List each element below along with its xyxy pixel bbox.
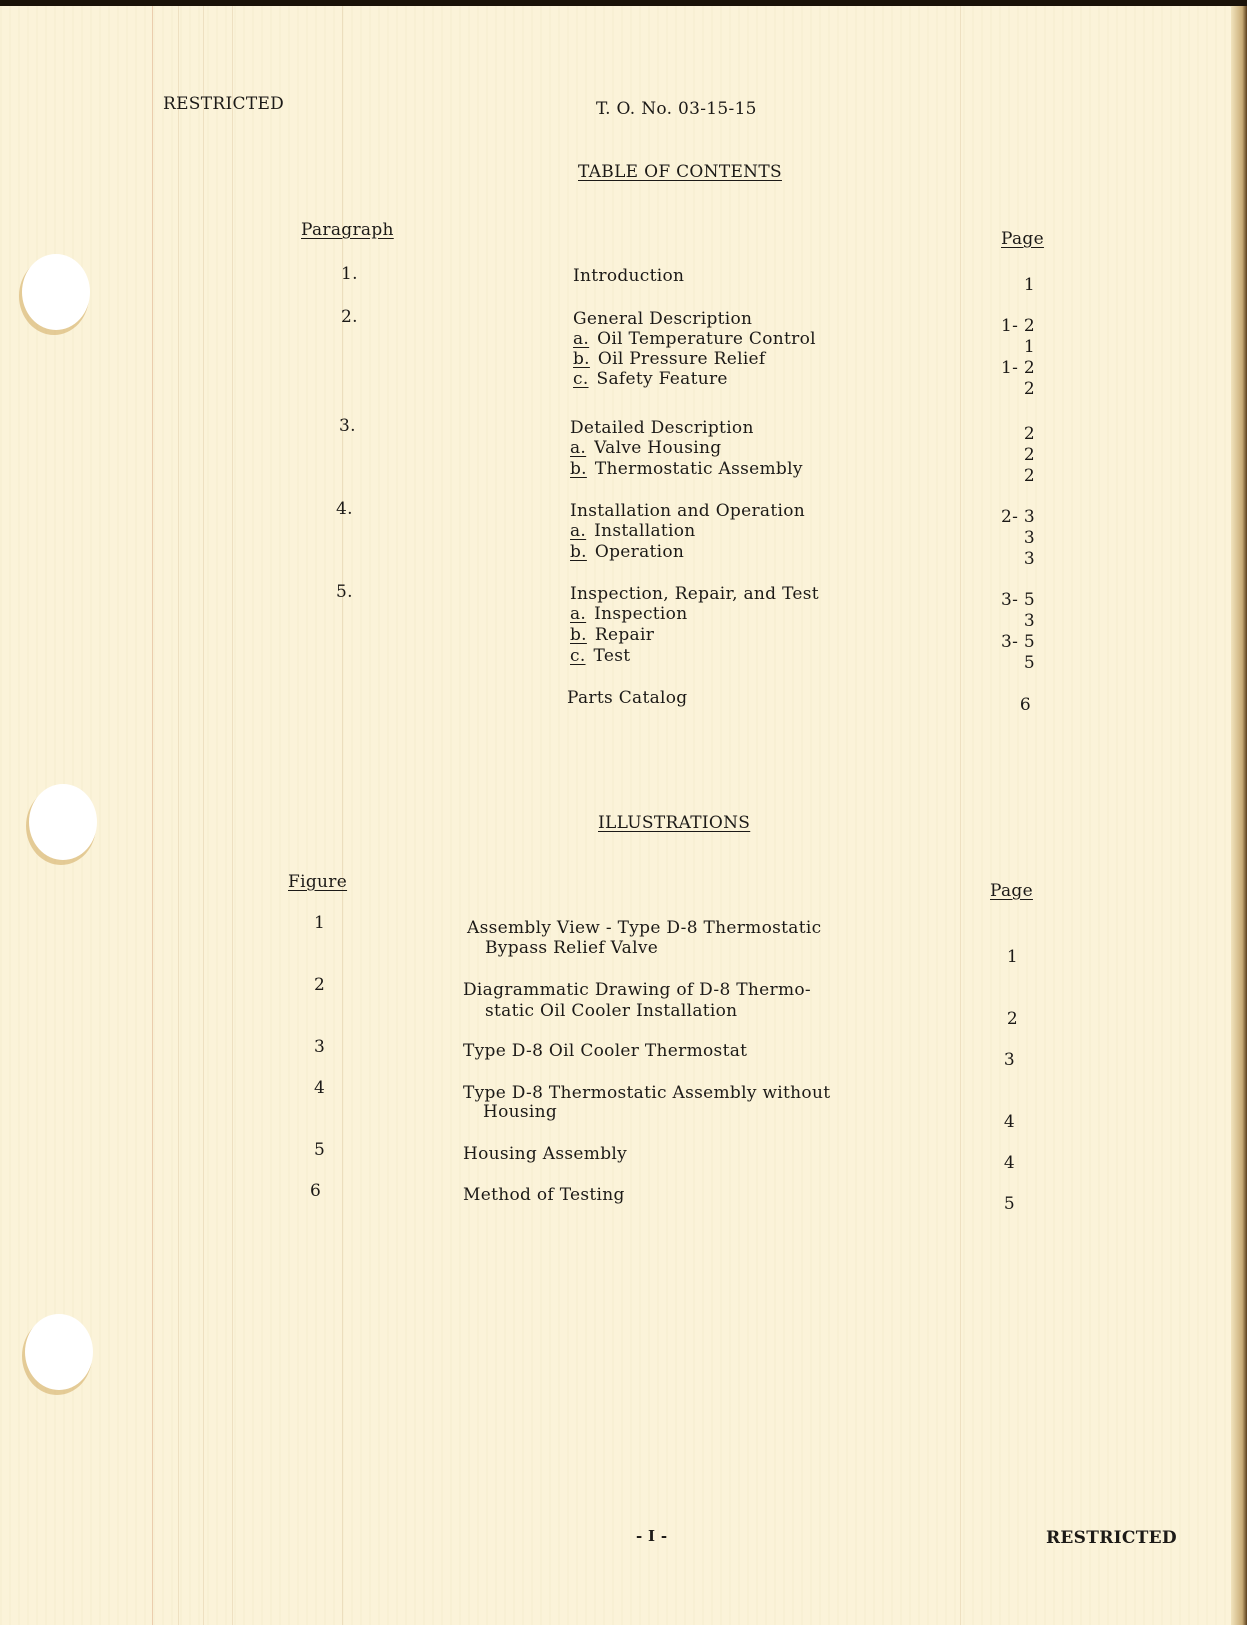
toc-num: 2. [341, 307, 358, 327]
document-page [0, 6, 1240, 1625]
figure-num: 5 [314, 1140, 326, 1160]
toc-title: TABLE OF CONTENTS [578, 162, 782, 182]
toc-entry-title: Introduction [573, 266, 685, 286]
classification-footer: RESTRICTED [1046, 1528, 1177, 1548]
toc-page: 1 [1023, 275, 1035, 295]
toc-col-page: Page [1001, 229, 1044, 249]
toc-subentry: a. Oil Temperature Control [573, 329, 816, 349]
toc-subentry: c. Test [570, 646, 631, 666]
toc-num: 4. [336, 499, 353, 519]
figure-page: 3 [1003, 1050, 1015, 1070]
toc-page: 2 [1023, 424, 1035, 444]
figure-title: Type D-8 Thermostatic Assembly without [463, 1083, 831, 1103]
classification-header: RESTRICTED [163, 94, 285, 114]
toc-subentry: b. Operation [570, 542, 685, 562]
to-number: T. O. No. 03-15-15 [596, 99, 757, 119]
figure-title: Method of Testing [463, 1185, 625, 1205]
toc-page: 1- 2 [1001, 358, 1035, 378]
margin-rule [203, 6, 204, 1625]
toc-col-paragraph: Paragraph [301, 220, 394, 240]
toc-page: 3 [1023, 549, 1035, 569]
page-number: - I - [636, 1527, 668, 1545]
punch-hole [29, 784, 97, 860]
figure-num: 4 [314, 1078, 326, 1098]
toc-page: 1- 2 [1001, 316, 1035, 336]
toc-page: 1 [1023, 337, 1035, 357]
illustrations-col-figure: Figure [288, 872, 348, 892]
toc-entry-title: Installation and Operation [570, 501, 805, 521]
toc-subentry: b. Thermostatic Assembly [570, 459, 803, 479]
illustrations-col-page: Page [990, 881, 1033, 901]
figure-num: 6 [310, 1181, 322, 1201]
toc-page: 2 [1023, 466, 1035, 486]
toc-page: 3 [1023, 528, 1035, 548]
toc-subentry: a. Valve Housing [570, 438, 722, 458]
toc-entry-title: General Description [573, 309, 753, 329]
toc-entry-title: Parts Catalog [567, 688, 688, 708]
illustrations-title: ILLUSTRATIONS [598, 813, 751, 833]
toc-subentry: b. Repair [570, 625, 655, 645]
figure-page: 4 [1003, 1153, 1015, 1173]
figure-title-cont: static Oil Cooler Installation [485, 1001, 738, 1021]
figure-title: Diagrammatic Drawing of D-8 Thermo- [463, 980, 811, 1000]
figure-num: 3 [314, 1037, 326, 1057]
figure-title-cont: Housing [483, 1102, 558, 1122]
punch-hole [22, 254, 90, 330]
margin-rule [178, 6, 179, 1625]
toc-subentry: b. Oil Pressure Relief [573, 349, 766, 369]
figure-title-cont: Bypass Relief Valve [485, 938, 659, 958]
toc-entry-title: Inspection, Repair, and Test [570, 584, 819, 604]
toc-page: 5 [1023, 653, 1035, 673]
margin-rule [152, 6, 153, 1625]
toc-entry-title: Detailed Description [570, 418, 754, 438]
toc-num: 3. [339, 416, 356, 436]
toc-page: 3- 5 [1001, 632, 1035, 652]
figure-page: 4 [1003, 1112, 1015, 1132]
margin-rule [342, 6, 343, 1625]
toc-subentry: a. Installation [570, 521, 696, 541]
toc-subentry: c. Safety Feature [573, 369, 728, 389]
toc-subentry: a. Inspection [570, 604, 688, 624]
figure-page: 5 [1003, 1194, 1015, 1214]
toc-num: 5. [336, 582, 353, 602]
toc-page: 6 [1019, 695, 1031, 715]
page-edge-shadow [1231, 6, 1247, 1625]
figure-title: Housing Assembly [463, 1144, 628, 1164]
toc-page: 3- 5 [1001, 590, 1035, 610]
toc-num: 1. [341, 264, 358, 284]
toc-page: 2 [1023, 445, 1035, 465]
toc-page: 2 [1023, 379, 1035, 399]
margin-rule [960, 6, 961, 1625]
figure-page: 2 [1006, 1009, 1018, 1029]
toc-page: 3 [1023, 611, 1035, 631]
margin-rule [232, 6, 233, 1625]
figure-title: Type D-8 Oil Cooler Thermostat [463, 1041, 748, 1061]
figure-num: 1 [314, 913, 326, 933]
figure-page: 1 [1006, 947, 1018, 967]
toc-page: 2- 3 [1001, 507, 1035, 527]
punch-hole [25, 1314, 93, 1390]
figure-num: 2 [314, 975, 326, 995]
figure-title: Assembly View - Type D-8 Thermostatic [467, 918, 822, 938]
